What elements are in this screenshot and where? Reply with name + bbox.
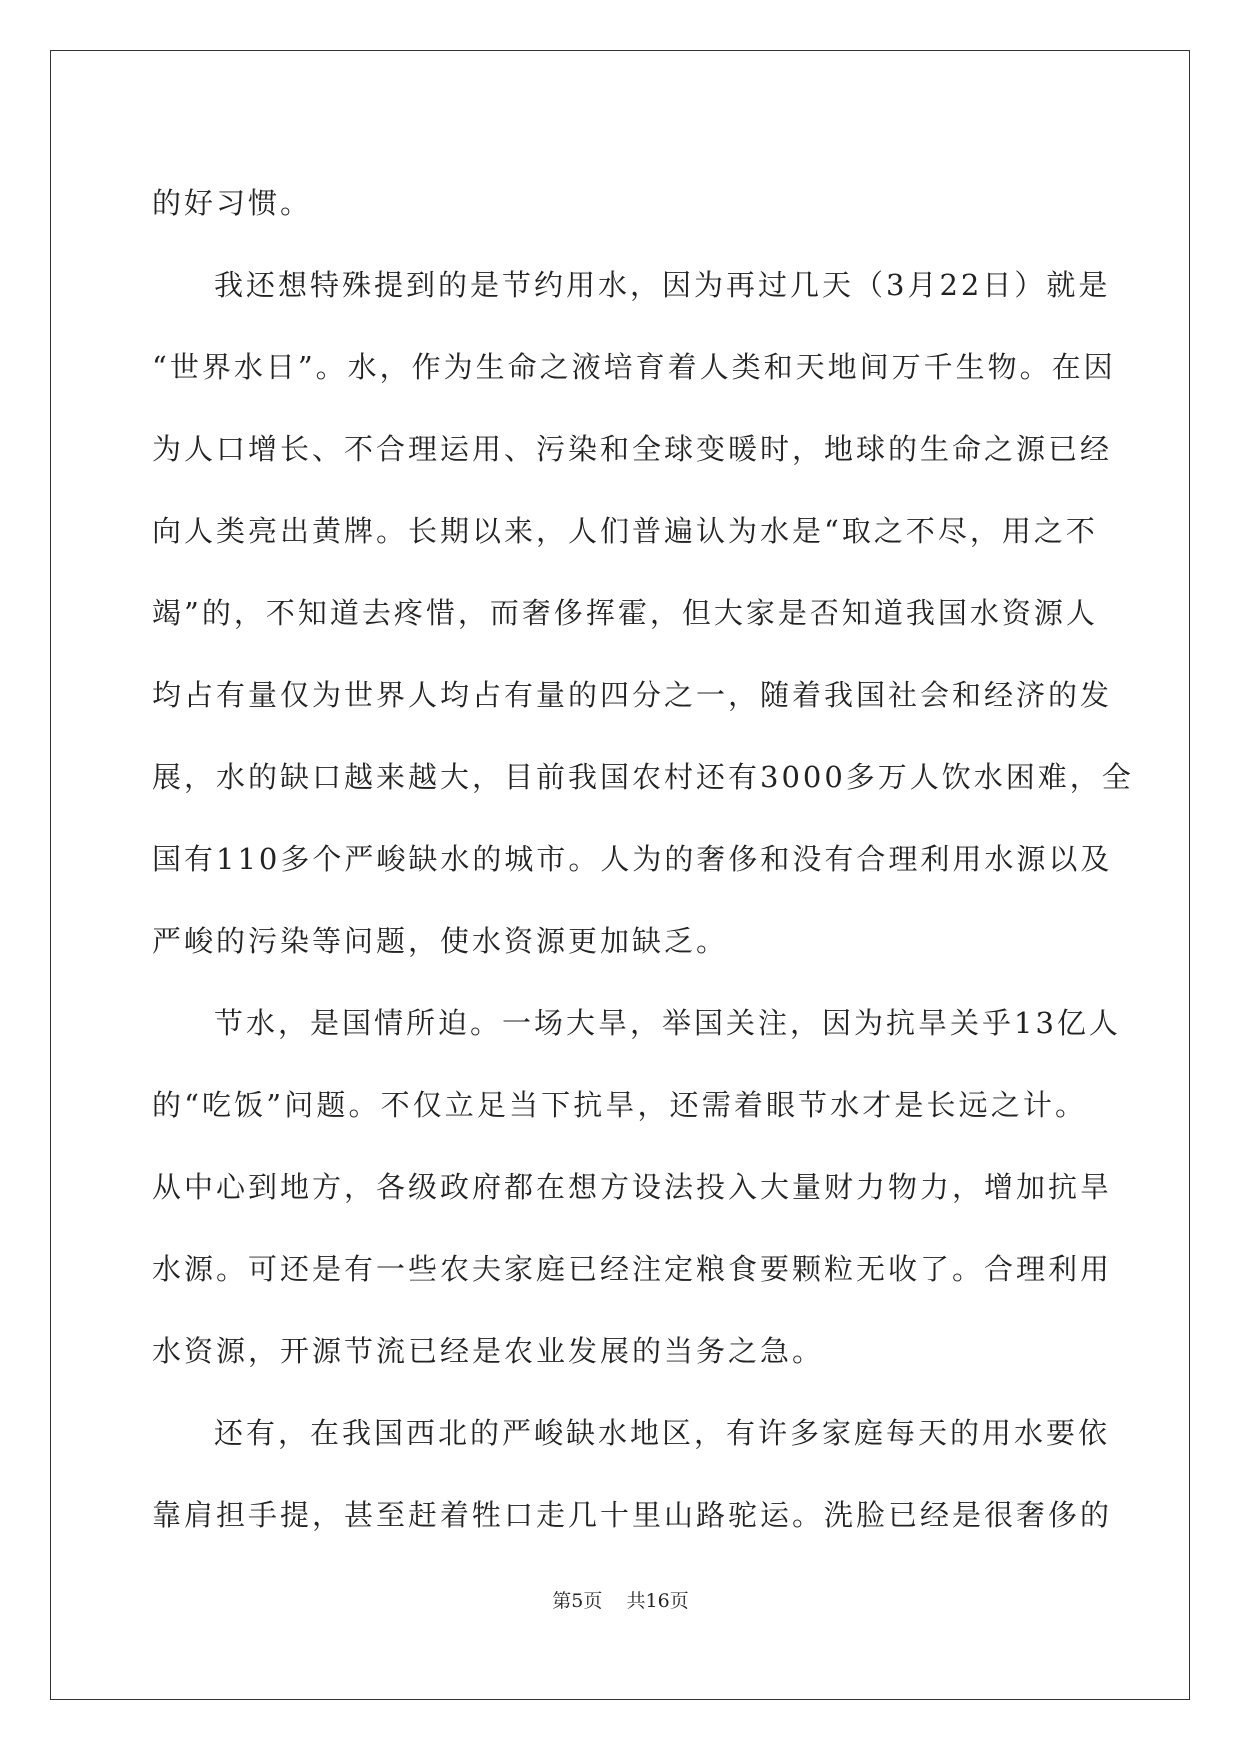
text-line: 国有110多个严峻缺水的城市。人为的奢侈和没有合理利用水源以及 [152, 842, 1113, 876]
paragraph-first-line: 还有，在我国西北的严峻缺水地区，有许多家庭每天的用水要依 [214, 1416, 1111, 1450]
page-number-footer: 第5页 共16页 [552, 1590, 689, 1612]
text-line: 展，水的缺口越来越大，目前我国农村还有3000多万人饮水困难，全 [152, 760, 1134, 794]
text-line: 为人口增长、不合理运用、污染和全球变暖时，地球的生命之源已经 [152, 432, 1113, 466]
paragraph-first-line: 节水，是国情所迫。一场大旱，举国关注，因为抗旱关乎13亿人 [214, 1006, 1121, 1040]
text-line: 的好习惯。 [152, 186, 313, 220]
text-line: 水资源，开源节流已经是农业发展的当务之急。 [152, 1334, 825, 1368]
text-line: 靠肩担手提，甚至赶着牲口走几十里山路驼运。洗脸已经是很奢侈的 [152, 1498, 1113, 1532]
document-body [152, 162, 1134, 1556]
text-line: 均占有量仅为世界人均占有量的四分之一，随着我国社会和经济的发 [152, 678, 1113, 712]
text-line: 严峻的污染等问题，使水资源更加缺乏。 [152, 924, 729, 958]
paragraph-first-line: 我还想特殊提到的是节约用水，因为再过几天（3月22日）就是 [214, 268, 1111, 302]
text-line: 向人类亮出黄牌。长期以来，人们普遍认为水是“取之不尽，用之不 [152, 514, 1098, 548]
text-line: 的“吃饭”问题。不仅立足当下抗旱，还需着眼节水才是长远之计。 [152, 1088, 1087, 1122]
text-line: 竭”的，不知道去疼惜，而奢侈挥霍，但大家是否知道我国水资源人 [152, 596, 1098, 630]
text-line: 从中心到地方，各级政府都在想方设法投入大量财力物力，增加抗旱 [152, 1170, 1113, 1204]
text-line: 水源。可还是有一些农夫家庭已经注定粮食要颗粒无收了。合理利用 [152, 1252, 1113, 1286]
text-line: “世界水日”。水，作为生命之液培育着人类和天地间万千生物。在因 [152, 350, 1116, 384]
